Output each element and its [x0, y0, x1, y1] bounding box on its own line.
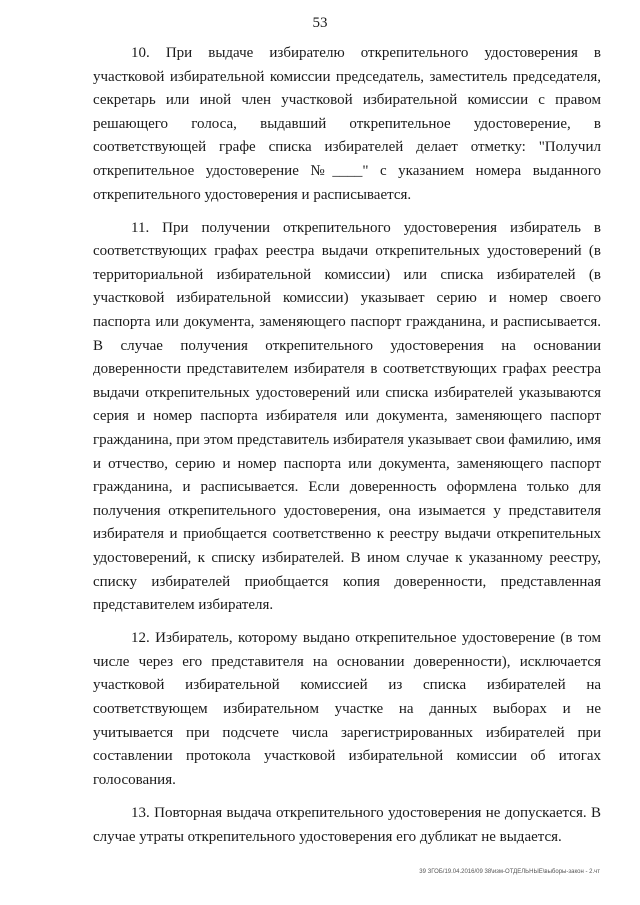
paragraph-11: 11. При получении открепительного удостоверения избиратель в соответствующих графах реестра выдачи открепительных удостоверений (в территориальной избирательной комиссии) или списка избирателей (в участковой избирательной комиссии) указывает серию и номер своего паспорта или документа, заменяющего паспорт гражданина, и расписывается. В случае получения открепительного удостоверения на основании доверенности представителем избирателя в соответствующих графах реестра выдачи открепительных удостоверений или списка избирателей указываются серия и номер паспорта избирателя или документа, заменяющего паспорт гражданина, при этом представитель избирателя указывает свои фамилию, имя и отчество, серию и номер паспорта или документа, заменяющего паспорт гражданина, и расписывается. Если доверенность оформлена только для получения открепительного удостоверения, она изымается у представителя избирателя и приобщается соответственно к реестру выдачи открепительных удостоверений, к списку избирателей. В ином случае к указанному реестру, списку избирателей приобщается копия доверенности, представленная представителем избирателя.: [93, 219, 601, 614]
page-number: 53: [312, 15, 328, 31]
paragraph-10: 10. При выдаче избирателю открепительного удостоверения в участковой избирательной комиссии председатель, заместитель председателя, секретарь или иной член участковой избирательной комиссии с правом решающего голоса, выдавший открепительное удостоверение, в соответствующей графе списка избирателей делает отметку: "Получил открепительное удостоверение №____" с указанием номера выданного открепительного удостоверения и расписывается.: [93, 45, 601, 203]
footer-file-path: 39 ЗГОБ/19.04.2016/09 38\изм-ОТДЕЛЬНЫЕ\выборы-закон - 2.чт: [419, 869, 600, 875]
paragraph-13: 13. Повторная выдача открепительного удостоверения не допускается. В случае утраты открепительного удостоверения его дубликат не выдается.: [93, 804, 601, 845]
paragraph-12: 12. Избиратель, которому выдано открепительное удостоверение (в том числе через его представителя на основании доверенности), исключается участковой избирательной комиссией из списка избирателей на соответствующем избирательном участке на данных выборах и не учитывается при подсчете числа зарегистрированных избирателей при составлении протокола участковой избирательной комиссии об итогах голосования.: [93, 630, 601, 788]
document-body: [93, 42, 601, 849]
